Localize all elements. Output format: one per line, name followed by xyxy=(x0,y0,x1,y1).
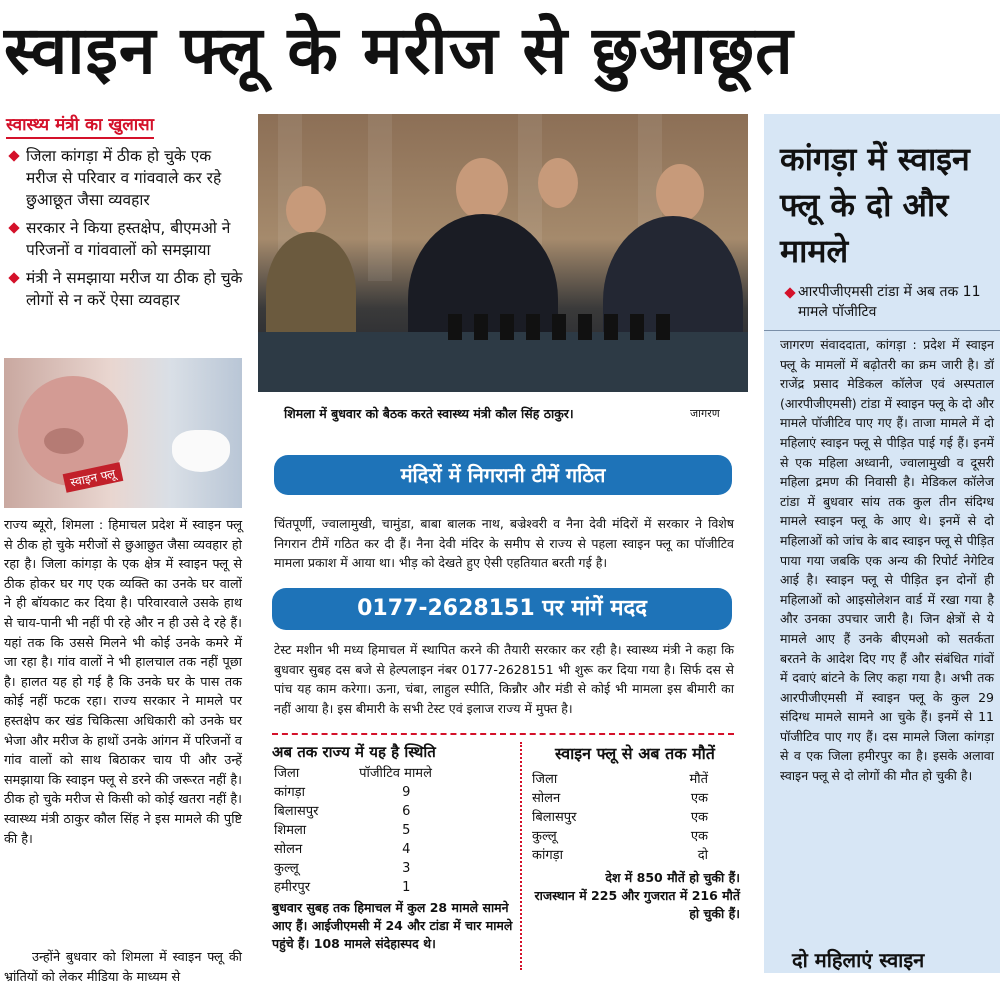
deaths-note-country: देश में 850 मौतें हो चुकी हैं। xyxy=(605,870,740,885)
highlight-item: सरकार ने किया हस्तक्षेप, बीएमओ ने परिजनों व गांववालों को समझाया xyxy=(4,217,246,261)
press-table xyxy=(258,332,748,392)
deaths-note-states: राजस्थान में 225 और गुजरात में 216 मौतें हो चुकी हैं। xyxy=(534,888,740,921)
state-status-box xyxy=(272,742,516,973)
helpline-text: टेस्ट मशीन भी मध्य हिमाचल में स्थापित करने की तैयारी सरकार कर रही है। स्वास्थ्य मंत्री ने कहा कि बुधवार सुबह दस बजे से हेल्पलाइन नंबर 0177-2628151 भी शुरू कर दिया गया है। सिर्फ दस से पांच यह काम करेगा। ऊना, चंबा, लाहुल स्पीति, किन्नौर और मंडी से कोई भी मामला इस बीमारी का नहीं आया है। इस बीमारी के सभी टेस्ट एवं इलाज राज्य में मुफ्त है। xyxy=(274,642,734,716)
deaths-box xyxy=(530,742,740,973)
table-row: बिलासपुर एक xyxy=(532,810,708,825)
sidebar-bullet: आरपीजीएमसी टांडा में अब तक 11 मामले पॉजीटिव xyxy=(764,274,1000,322)
microphones-icon xyxy=(448,314,678,340)
temples-banner: मंदिरों में निगरानी टीमें गठित xyxy=(274,455,732,495)
table-header-positive: पॉजीटिव मामले xyxy=(359,766,432,781)
table-row: बिलासपुर 6 xyxy=(274,804,411,819)
table-row: कुल्लू 3 xyxy=(274,861,411,876)
pig-snout-icon xyxy=(44,428,84,454)
left-article-continuation: उन्होंने बुधवार को शिमला में स्वाइन फ्लू की भ्रांतियों को लेकर मीडिया के माध्यम से xyxy=(4,950,242,985)
state-status-title: अब तक राज्य में यह है स्थिति xyxy=(272,743,436,761)
highlight-item: जिला कांगड़ा में ठीक हो चुके एक मरीज से परिवार व गांववाले कर रहे छुआछूत जैसा व्यवहार xyxy=(4,145,246,211)
sidebar-next-heading: दो महिलाएं स्वाइन xyxy=(792,948,925,972)
photo-credit: जागरण xyxy=(690,407,720,420)
left-article-body: राज्य ब्यूरो, शिमला : हिमाचल प्रदेश में स्वाइन फ्लू से ठीक हो चुके मरीजों से छुआछुत जैसा व्यवहार हो रहा है। जिला कांगड़ा के एक क्षेत्र में स्वाइन फ्लू से ठीक होकर घर गए एक व्यक्ति का उनके घर वालों ने ही बॉयकाट कर दिया है। परिवारवाले उसके हाथ से चाय-पानी भी नहीं पी रहे और न ही उसे दे रहे हैं। यहां तक कि उससे मिलने भी कोई उनके कमरे में जा रहा है। गांव वालों ने भी हालचाल तक नहीं पूछा है। हालत यह हो गई है कि उनके घर के पास तक कोई नहीं फटक रहा। राज्य सरकार ने मामले पर हस्तक्षेप कर खंड चिकित्सा अधिकारी को उनके घर भेजा और मरीज के हाथों उनके आंगन में परिजनों व गांव वालों को साथ बिठाकर चाय पी और उन्हें समझाया कि स्वाइन फ्लू से डरने की जरूरत नहीं है। ठीक हो चुके मरीज से किसी को कोई खतरा नहीं है। स्वास्थ्य मंत्री ठाकुर कौल सिंह ने इस मामले की पुष्टि की है। xyxy=(4,518,242,847)
curtain-stripe xyxy=(368,114,392,281)
person-head xyxy=(538,158,578,208)
left-column xyxy=(4,112,246,985)
sidebar xyxy=(764,114,1000,973)
sidebar-body: जागरण संवाददाता, कांगड़ा : प्रदेश में स्वाइन फ्लू के मामलों में बढ़ोतरी का क्रम जारी है। डॉ राजेंद्र प्रसाद मेडिकल कॉलेज एवं अस्पताल (आरपीजीएमसी) टांडा में स्वाइन फ्लू के दो और मामले पॉजीटिव पाए गए हैं। ताजा मामले में दो महिलाएं स्वाइन फ्लू से पीड़ित पाई गई हैं। इनमें से एक महिला अध्वानी, ज्वालामुखी व दूसरी महिला द्रमण की निवासी है। मेडिकल कॉलेज टांडा में बुधवार सांय तक कुल तीन संदिग्ध मामले स्वाइन फ्लू के आए थे। इनमें से दो महिलाओं को जांच के बाद स्वाइन फ्लू से पीड़ित पाया गया जबकि एक अन्य की रिपोर्ट नेगेटिव आई है। स्वाइन फ्लू से पीड़ित इन दोनों ही महिलाओं को आइसोलेशन वार्ड में रखा गया है और उनका उपचार जारी है। जिन क्षेत्रों से ये मामले आए हैं उनके बीएमओ को सतर्कता बरतने के आदेश दिए गए हैं और संबंधित गांवों में दवाएं बांटने के लिए कहा गया है। अभी तक आरपीजीएमसी में स्वाइन फ्लू के कुल 29 संदिग्ध मामले सामने आ चुके हैं। इनमें से 11 पॉजीटिव पाए गए हैं। दस मामले जिला कांगड़ा से व एक जिला हमीरपुर का है। इसके अलावा स्वाइन फ्लू से दो लोगों की मौत हो चुकी है। xyxy=(780,337,994,784)
kicker: स्वास्थ्य मंत्री का खुलासा xyxy=(6,112,154,139)
table-row: हमीरपुर 1 xyxy=(274,880,411,895)
person-head xyxy=(456,158,508,220)
bullet-diamond-icon xyxy=(8,150,19,161)
table-row: कुल्लू एक xyxy=(532,829,708,844)
temples-text: चिंतपूर्णी, ज्वालामुखी, चामुंडा, बाबा बालक नाथ, बज्रेश्वरी व नैना देवी मंदिरों में सरकार ने विशेष निगरान टीमें गठित कर दी हैं। नैना देवी मंदिर के समीप से राज्य से पहला स्वाइन फ्लू का पॉजीटिव मामला प्रकाश में आया था। भीड़ को देखते हुए ऐसी एहतियात बरती गई है। xyxy=(274,516,734,571)
image-label: स्वाइन फ्लू xyxy=(63,462,123,493)
state-status-note: बुधवार सुबह तक हिमाचल में कुल 28 मामले सामने आए हैं। आईजीएमसी में 24 और टांडा में चार मामले पहुंचे हैं। 108 मामले संदेहास्पद थे। xyxy=(272,900,513,951)
bullet-diamond-icon xyxy=(8,272,19,283)
person-head xyxy=(656,164,704,222)
sidebar-title: कांगड़ा में स्वाइन फ्लू के दो और मामले xyxy=(780,140,970,270)
table-header-row xyxy=(272,764,492,783)
person-head xyxy=(286,186,326,234)
table-row: कांगड़ा दो xyxy=(532,848,708,863)
stats-divider xyxy=(520,742,522,970)
deaths-table xyxy=(530,770,710,865)
table-header-deaths: मौतें xyxy=(689,772,708,787)
pig-mask-image xyxy=(4,358,242,508)
bullet-diamond-icon xyxy=(784,287,795,298)
table-row: सोलन 4 xyxy=(274,842,411,857)
table-header-district: जिला xyxy=(274,766,300,781)
table-row: शिमला 5 xyxy=(274,823,411,838)
highlights-list xyxy=(4,145,246,311)
table-header-district: जिला xyxy=(532,772,558,787)
helpline-banner: 0177-2628151 पर मांगें मदद xyxy=(272,588,732,630)
stats-top-rule xyxy=(272,733,734,735)
highlight-item: मंत्री ने समझाया मरीज या ठीक हो चुके लोगों से न करें ऐसा व्यवहार xyxy=(4,267,246,311)
table-row: कांगड़ा 9 xyxy=(274,785,411,800)
deaths-title: स्वाइन फ्लू से अब तक मौतें xyxy=(555,744,715,763)
headline: स्वाइन फ्लू के मरीज से छुआछूत xyxy=(4,11,794,89)
face-mask-icon xyxy=(172,430,230,472)
state-status-table xyxy=(272,764,492,897)
photo-caption: शिमला में बुधवार को बैठक करते स्वास्थ्य मंत्री कौल सिंह ठाकुर। xyxy=(284,406,574,421)
bullet-diamond-icon xyxy=(8,222,19,233)
press-photo xyxy=(258,114,748,392)
table-row: सोलन एक xyxy=(532,791,708,806)
table-header-row xyxy=(530,770,710,789)
